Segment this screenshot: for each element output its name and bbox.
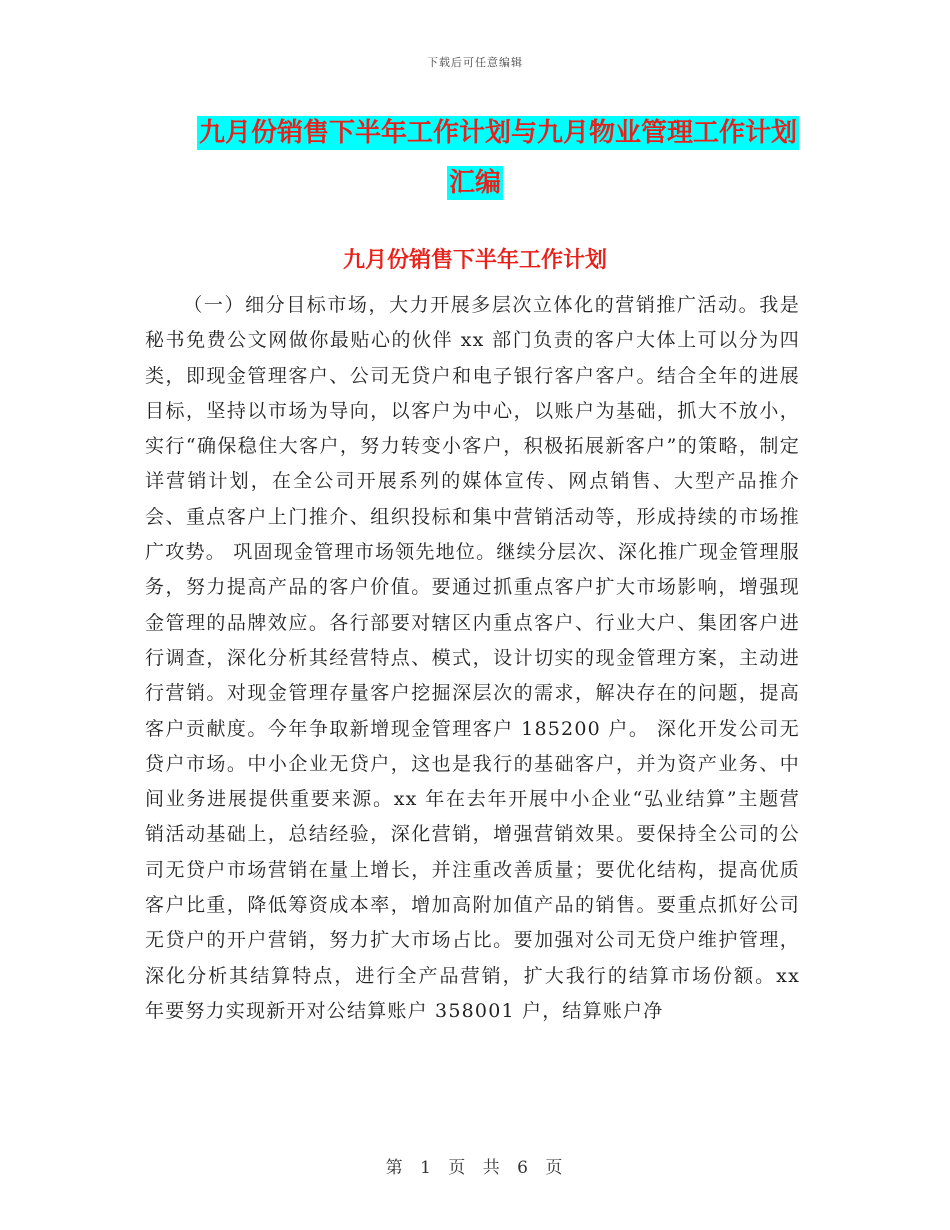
download-note: 下载后可任意编辑	[427, 56, 523, 69]
title-line-2-text: 汇编	[448, 168, 501, 198]
document-title	[0, 110, 950, 206]
footer-label-page-unit: 页	[448, 1158, 468, 1178]
footer-page-number: 1	[420, 1158, 433, 1178]
page-footer	[0, 1153, 950, 1178]
body-paragraph	[145, 288, 800, 1029]
section-title: 九月份销售下半年工作计划	[342, 247, 607, 273]
footer-label-total-unit: 页	[545, 1158, 565, 1178]
body-paragraph-text: （一）细分目标市场，大力开展多层次立体化的营销推广活动。我是秘书免费公文网做你最贴心的伙伴 xx 部门负责的客户大体上可以分为四类，即现金管理客户、公司无贷户和电子银行客户客户。结合全年的进展目标，坚持以市场为导向，以客户为中心，以账户为基础，抓大不放小，实行“确保稳住大客户，努力转变小客户，积极拓展新客户”的策略，制定详营销计划，在全公司开展系列的媒体宣传、网点销售、大型产品推介会、重点客户上门推介、组织投标和集中营销活动等，形成持续的市场推广攻势。 巩固现金管理市场领先地位。继续分层次、深化推广现金管理服务，努力提高产品的客户价值。要通过抓重点客户扩大市场影响，增强现金管理的品牌效应。各行部要对辖区内重点客户、行业大户、集团客户进行调查，深化分析其经营特点、模式，设计切实的现金管理方案，主动进行营销。对现金管理存量客户挖掘深层次的需求，解决存在的问题，提高客户贡献度。今年争取新增现金管理客户 185200 户。 深化开发公司无贷户市场。中小企业无贷户，这也是我行的基础客户，并为资产业务、中间业务进展提供重要来源。xx 年在去年开展中小企业“弘业结算”主题营销活动基础上，总结经验，深化营销，增强营销效果。要保持全公司的公司无贷户市场营销在量上增长，并注重改善质量；要优化结构，提高优质客户比重，降低筹资成本率，增加高附加值产品的销售。要重点抓好公司无贷户的开户营销，努力扩大市场占比。要加强对公司无贷户维护管理，深化分析其结算特点，进行全产品营销，扩大我行的结算市场份额。xx 年要努力实现新开对公结算账户 358001 户，结算账户净	[145, 294, 800, 1022]
title-line-1	[0, 110, 950, 156]
footer-total-pages: 6	[517, 1158, 530, 1178]
footer-label-total: 共	[482, 1158, 502, 1178]
title-line-2	[0, 160, 950, 206]
footer-label-page: 第	[385, 1158, 405, 1178]
title-line-1-text: 九月份销售下半年工作计划与九月物业管理工作计划	[198, 118, 797, 148]
